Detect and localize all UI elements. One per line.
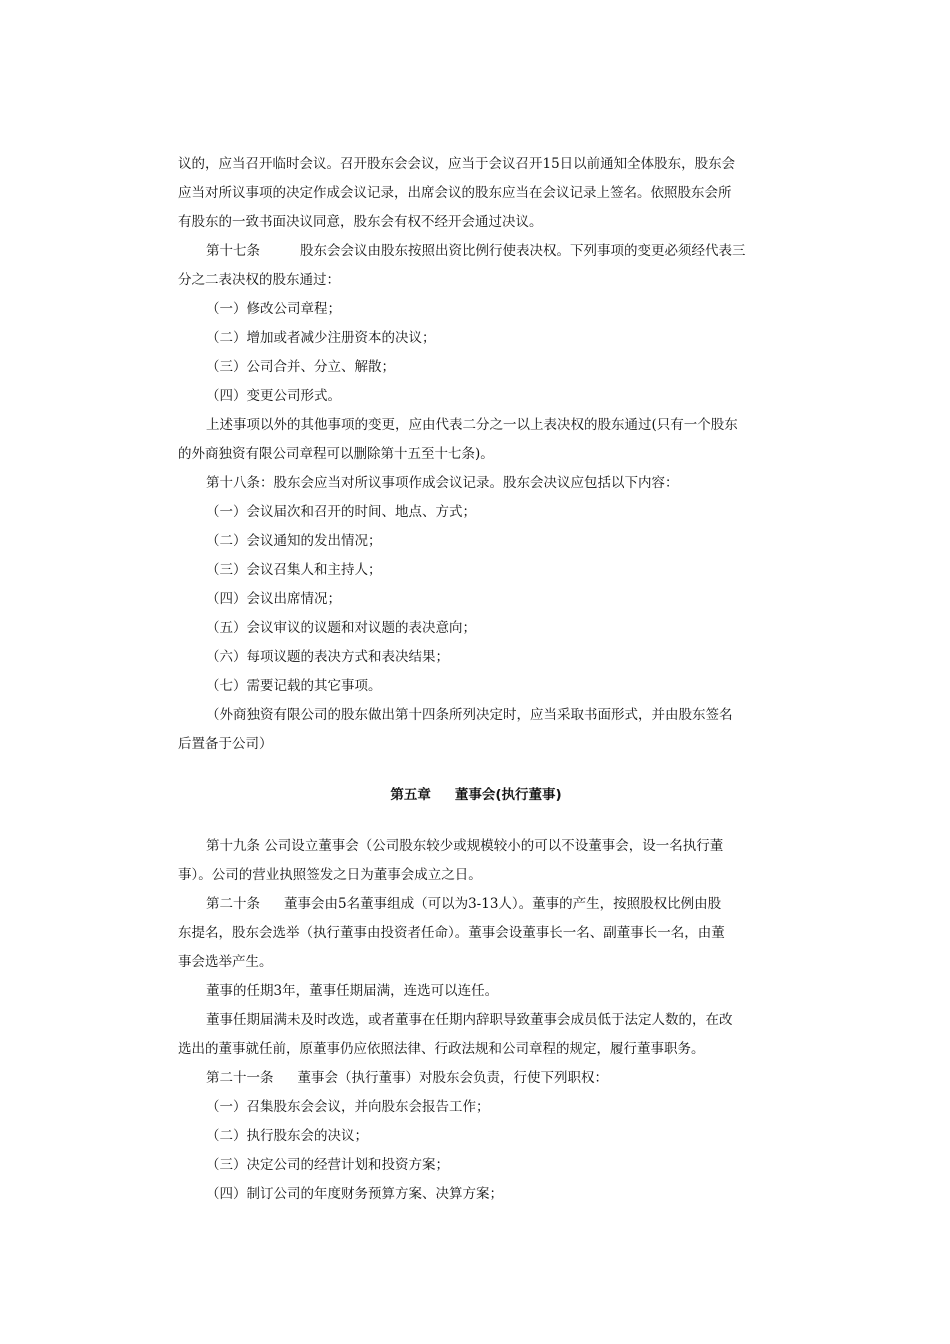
article-20-number: 第二十条 [206,896,260,912]
article-19: 第十九条 公司设立董事会（公司股东较少或规模较小的可以不设董事会，设一名执行董 [206,838,724,854]
article-17-number: 第十七条 [206,243,260,259]
list-item: （二）执行股东会的决议； [206,1128,368,1144]
list-item: （四）变更公司形式。 [206,388,341,404]
text-line: 事会选举产生。 [178,954,273,970]
text-line: 有股东的一致书面决议同意，股东会有权不经开会通过决议。 [178,214,543,230]
text-line: 的外商独资有限公司章程可以删除第十五至十七条)。 [178,446,494,462]
list-item: （三）公司合并、分立、解散； [206,359,395,375]
text-line: 议的，应当召开临时会议。召开股东会会议，应当于会议召开15日以前通知全体股东，股东会 [178,156,736,172]
note-line: （外商独资有限公司的股东做出第十四条所列决定时，应当采取书面形式，并由股东签名 [206,707,733,723]
text-line: 选出的董事就任前，原董事仍应依照法律、行政法规和公司章程的规定，履行董事职务。 [178,1041,705,1057]
list-item: （七）需要记载的其它事项。 [206,678,382,694]
text-line: 东提名，股东会选举（执行董事由投资者任命）。董事会设董事长一名、副董事长一名，由董 [178,925,725,941]
text-line: 上述事项以外的其他事项的变更，应由代表二分之一以上表决权的股东通过(只有一个股东 [206,417,738,433]
document-body [178,150,774,1209]
text-line: 董事任期届满未及时改选，或者董事在任期内辞职导致董事会成员低于法定人数的，在改 [206,1012,733,1028]
list-item: （二）会议通知的发出情况； [206,533,382,549]
text-line: 董事的任期3年，董事任期届满，连选可以连任。 [206,983,499,999]
list-item: （三）决定公司的经营计划和投资方案； [206,1157,449,1173]
list-item: （一）会议届次和召开的时间、地点、方式； [206,504,476,520]
list-item: （三）会议召集人和主持人； [206,562,382,578]
article-21 [178,1064,774,1093]
list-item: （五）会议审议的议题和对议题的表决意向； [206,620,476,636]
text-line: 事）。公司的营业执照签发之日为董事会成立之日。 [178,867,482,883]
article-21-number: 第二十一条 [206,1070,274,1086]
list-item: （一）召集股东会会议，并向股东会报告工作； [206,1099,490,1115]
list-item: （四）制订公司的年度财务预算方案、决算方案； [206,1186,503,1202]
chapter-number: 第五章 [390,787,431,803]
article-17 [178,237,774,266]
article-21-text: 董事会（执行董事）对股东会负责，行使下列职权： [297,1070,608,1086]
note-line: 后置备于公司） [178,736,273,752]
chapter-title: 董事会(执行董事) [454,787,562,803]
list-item: （四）会议出席情况； [206,591,341,607]
text-line: 应当对所议事项的决定作成会议记录，出席会议的股东应当在会议记录上签名。依照股东会所 [178,185,732,201]
article-20 [178,890,774,919]
list-item: （二）增加或者减少注册资本的决议； [206,330,436,346]
article-20-text: 董事会由5名董事组成（可以为3-13人）。董事的产生，按照股权比例由股 [284,896,722,912]
article-17-text: 股东会会议由股东按照出资比例行使表决权。下列事项的变更必须经代表三 [300,243,746,259]
text-line: 分之二表决权的股东通过： [178,272,340,288]
list-item: （六）每项议题的表决方式和表决结果； [206,649,449,665]
list-item: （一）修改公司章程； [206,301,341,317]
chapter-heading [178,781,774,810]
article-18: 第十八条：股东会应当对所议事项作成会议记录。股东会决议应包括以下内容： [206,475,679,491]
